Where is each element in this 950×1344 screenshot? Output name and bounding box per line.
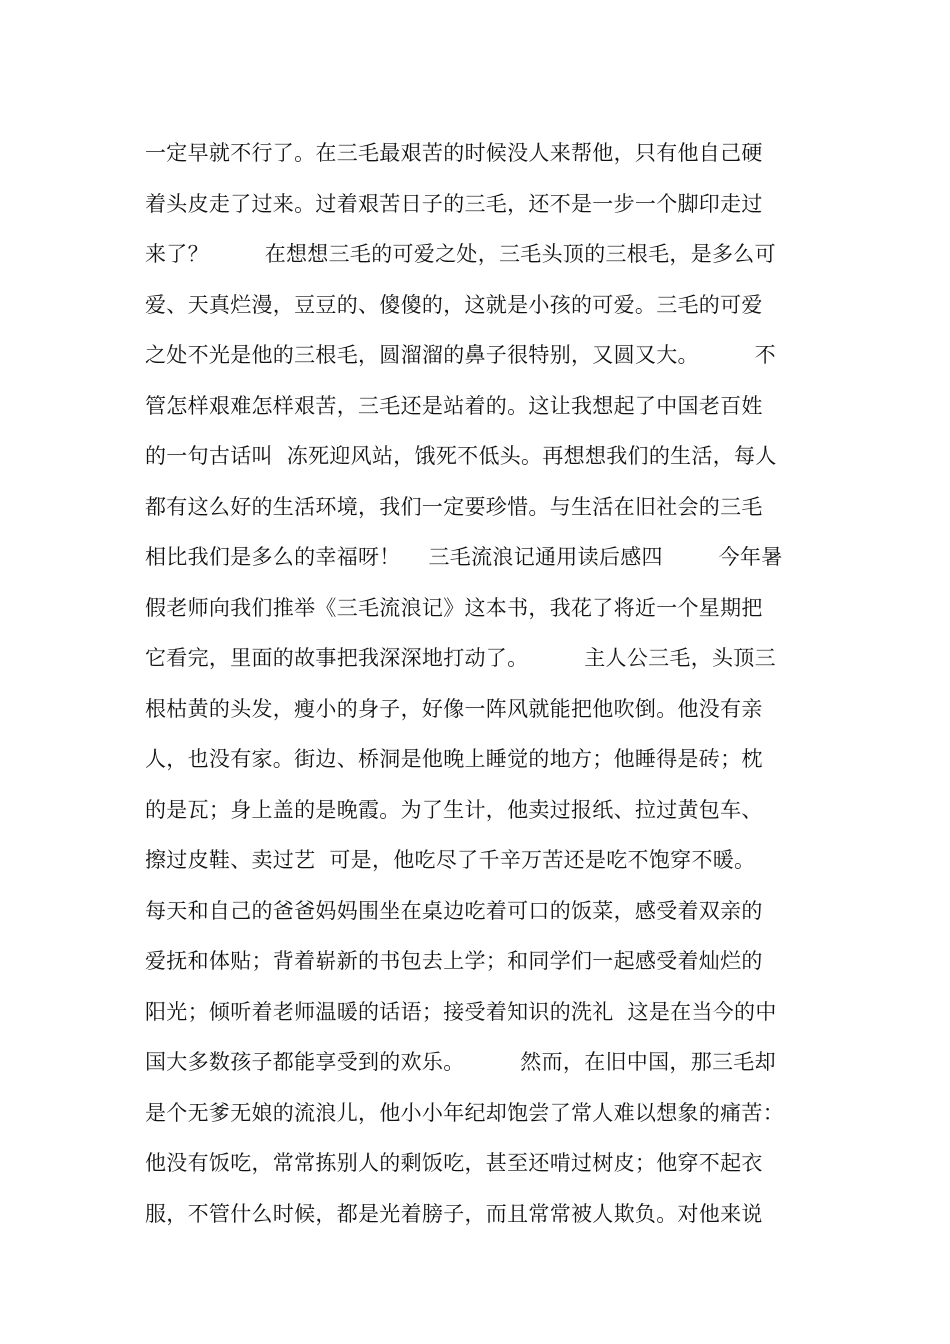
text-line: 来了？ 在想想三毛的可爱之处，三毛头顶的三根毛，是多么可: [145, 242, 776, 266]
text-line: 每天和自己的爸爸妈妈围坐在桌边吃着可口的饭菜，感受着双亲的: [145, 898, 763, 923]
text-line: 相比我们是多么的幸福呀！ 三毛流浪记通用读后感四 今年暑: [145, 545, 783, 569]
text-line: 都有这么好的生活环境，我们一定要珍惜。与生活在旧社会的三毛: [145, 494, 763, 519]
text-line: 国大多数孩子都能享受到的欢乐。 然而，在旧中国，那三毛却: [145, 1050, 776, 1074]
text-line: 之处不光是他的三根毛，圆溜溜的鼻子很特别，又圆又大。 不: [145, 343, 776, 367]
text-line: 服，不管什么时候，都是光着膀子，而且常常被人欺负。对他来说: [145, 1201, 763, 1226]
text-line: 爱抚和体贴；背着崭新的书包去上学；和同学们一起感受着灿烂的: [145, 949, 763, 973]
text-line: 阳光；倾听着老师温暖的话语；接受着知识的洗礼 这是在当今的中: [145, 999, 777, 1024]
text-line: 人，也没有家。街边、桥洞是他晚上睡觉的地方；他睡得是砖；枕: [145, 747, 763, 771]
text-line: 擦过皮鞋、卖过艺 可是，他吃尽了千辛万苦还是吃不饱穿不暖。: [145, 848, 756, 872]
text-line: 根枯黄的头发，瘦小的身子，好像一阵风就能把他吹倒。他没有亲: [145, 696, 763, 721]
text-line: 假老师向我们推举《三毛流浪记》这本书，我花了将近一个星期把: [145, 595, 763, 620]
text-line: 的是瓦；身上盖的是晚霞。为了生计，他卖过报纸、拉过黄包车、: [145, 797, 763, 822]
body-text: [145, 128, 825, 1239]
text-line: 一定早就不行了。在三毛最艰苦的时候没人来帮他，只有他自己硬: [145, 141, 763, 165]
text-line: 爱、天真烂漫，豆豆的、傻傻的，这就是小孩的可爱。三毛的可爱: [145, 292, 763, 317]
text-line: 它看完，里面的故事把我深深地打动了。 主人公三毛，头顶三: [145, 646, 776, 670]
text-line: 他没有饭吃，常常拣别人的剩饭吃，甚至还啃过树皮；他穿不起衣: [145, 1151, 763, 1175]
text-line: 的一句古话叫 冻死迎风站，饿死不低头。再想想我们的生活，每人: [145, 444, 777, 468]
text-line: 管怎样艰难怎样艰苦，三毛还是站着的。这让我想起了中国老百姓: [145, 393, 763, 418]
text-line: 着头皮走了过来。过着艰苦日子的三毛，还不是一步一个脚印走过: [145, 191, 763, 216]
text-line: 是个无爹无娘的流浪儿，他小小年纪却饱尝了常人难以想象的痛苦：: [145, 1100, 784, 1125]
